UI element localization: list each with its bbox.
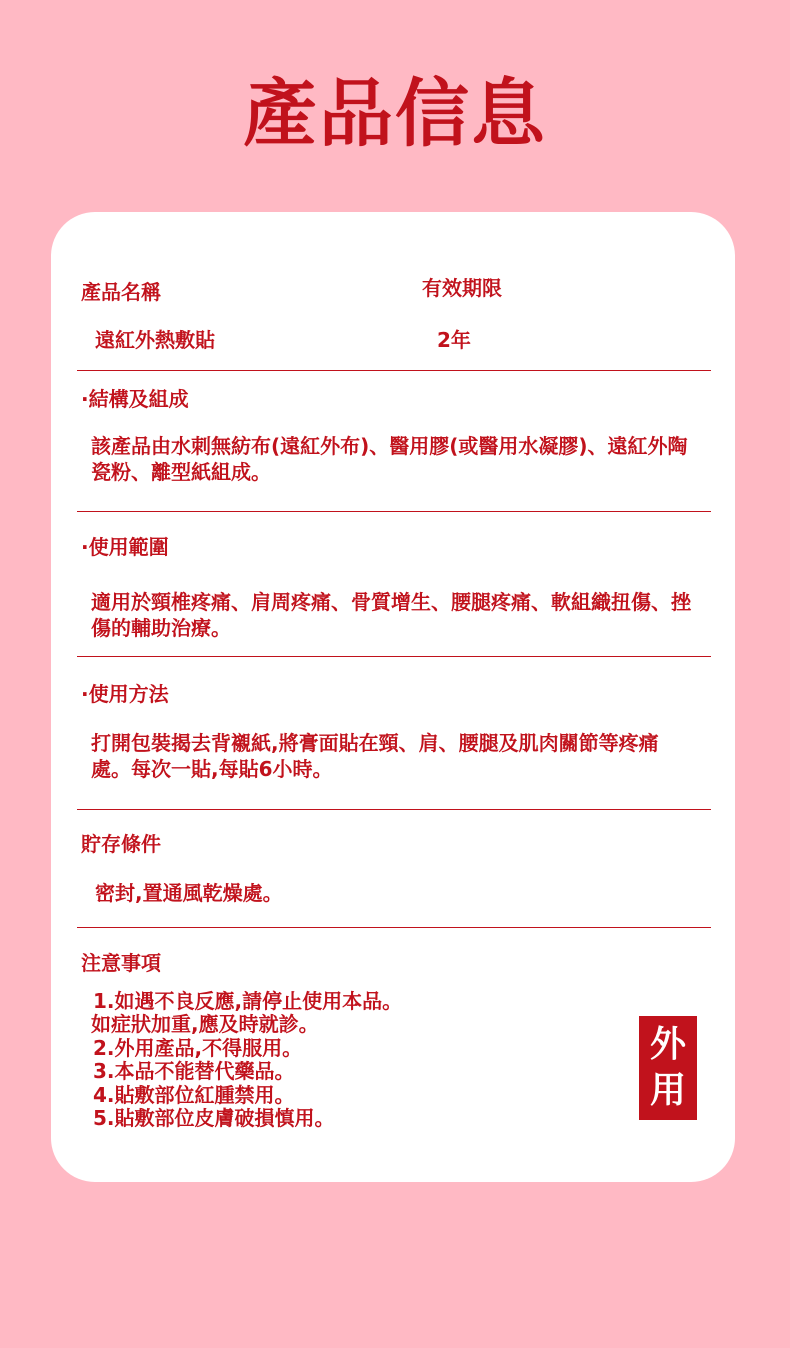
storage-text: 密封,置通風乾燥處。: [95, 881, 283, 905]
external-use-badge: [639, 1016, 697, 1120]
precaution-item: 5.貼敷部位皮膚破損慎用。: [93, 1106, 335, 1131]
precaution-item: 2.外用產品,不得服用。: [93, 1035, 303, 1060]
product-name-label: 產品名稱: [81, 280, 161, 304]
external-use-badge-line1: 外: [649, 1024, 686, 1065]
divider-scope: [77, 511, 711, 512]
scope-text: 適用於頸椎疼痛、肩周疼痛、骨質增生、腰腿疼痛、軟組織扭傷、挫傷的輔助治療。: [91, 590, 691, 640]
product-name-value: 遠紅外熱敷貼: [95, 328, 215, 352]
usage-text: 打開包裝揭去背襯紙,將膏面貼在頸、肩、腰腿及肌肉關節等疼痛處。每次一貼,每貼6小時。: [91, 731, 659, 781]
scope-label: ·使用範圍: [81, 535, 169, 559]
precaution-item: 如症狀加重,應及時就診。: [91, 1012, 319, 1037]
divider-precautions: [77, 927, 711, 928]
usage-label: ·使用方法: [81, 682, 169, 706]
page-title: 產品信息: [243, 71, 547, 157]
precautions-label: 注意事項: [81, 951, 161, 975]
divider-storage: [77, 809, 711, 810]
validity-label: 有效期限: [422, 276, 502, 300]
precaution-item: 1.如遇不良反應,請停止使用本品。: [93, 989, 403, 1013]
divider-usage: [77, 656, 711, 657]
composition-label: ·結構及組成: [81, 387, 189, 411]
external-use-badge-line2: 用: [649, 1070, 686, 1111]
composition-text: 該產品由水刺無紡布(遠紅外布)、醫用膠(或醫用水凝膠)、遠紅外陶瓷粉、離型紙組成。: [91, 434, 688, 484]
precaution-item: 3.本品不能替代藥品。: [93, 1059, 295, 1084]
storage-label: 貯存條件: [81, 832, 161, 856]
product-info-card: [51, 212, 735, 1182]
precaution-item: 4.貼敷部位紅腫禁用。: [93, 1082, 295, 1107]
precautions-list: [91, 990, 651, 1130]
divider-composition: [77, 370, 711, 371]
validity-value: 2年: [437, 328, 471, 352]
